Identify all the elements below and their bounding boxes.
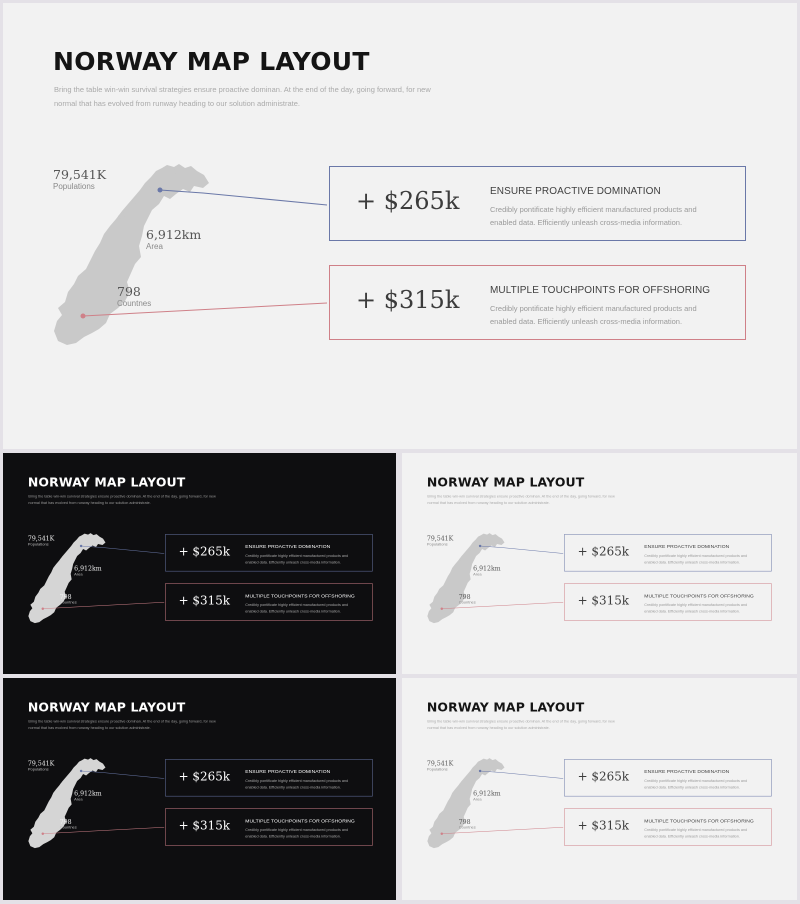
stat-area <box>473 790 500 802</box>
slide-thumbnail-dark-2[interactable] <box>3 678 396 900</box>
slide-subtitle: Bring the table win-win survival strategies ensure proactive dominan. At the end of the day, going forward, for new normal that has evolved from runway heading to our solution administrate. <box>427 718 615 731</box>
card-heading: MULTIPLE TOUCHPOINTS FOR OFFSHORING <box>644 818 754 824</box>
card-amount: + $315k <box>577 593 630 608</box>
stat-countries <box>117 285 151 309</box>
stat-value: 798 <box>59 817 72 826</box>
stat-label: Populations <box>53 182 95 191</box>
stat-area <box>74 565 101 577</box>
stat-populations <box>427 535 453 547</box>
card-proactive-domination <box>329 166 746 241</box>
slide-subtitle: Bring the table win-win survival strategies ensure proactive dominan. At the end of the day, going forward, for new normal that has evolved from runway heading to our solution administrate. <box>427 493 615 506</box>
card-text: Credibly pontificate highly efficient manufactured products and enabled data. Efficiently unleash cross-media information. <box>245 778 349 790</box>
card-amount: + $265k <box>577 544 630 559</box>
card-touchpoints-offshoring <box>564 583 771 620</box>
slide-title: NORWAY MAP LAYOUT <box>53 47 370 76</box>
card-heading: ENSURE PROACTIVE DOMINATION <box>490 186 661 197</box>
card-amount: + $265k <box>356 187 460 215</box>
slide-title: NORWAY MAP LAYOUT <box>426 474 585 490</box>
stat-value: 6,912km <box>74 789 102 797</box>
stat-populations <box>28 760 54 772</box>
slide-thumbnail-light-1[interactable] <box>402 453 797 674</box>
stat-label: Countnes <box>458 825 476 830</box>
slide-preview-main[interactable] <box>3 3 797 449</box>
stat-label: Populations <box>426 542 448 547</box>
slide-thumbnail-light-2[interactable] <box>402 678 797 900</box>
stat-label: Countnes <box>117 299 152 308</box>
card-text: Credibly pontificate highly efficient manufactured products and enabled data. Efficiently unleash cross-media information. <box>644 602 748 614</box>
card-amount: + $265k <box>178 769 231 784</box>
stat-label: Area <box>473 571 482 577</box>
stat-area <box>473 565 500 577</box>
stat-value: 6,912km <box>473 789 501 797</box>
card-amount: + $315k <box>178 593 231 608</box>
stat-label: Countnes <box>458 600 476 605</box>
card-text: Credibly pontificate highly efficient manufactured products and enabled data. Efficiently unleash cross-media information. <box>644 778 748 790</box>
card-amount: + $315k <box>577 818 630 833</box>
card-proactive-domination <box>564 534 771 571</box>
slide-title: NORWAY MAP LAYOUT <box>27 474 186 490</box>
card-touchpoints-offshoring <box>165 808 372 845</box>
slide-title: NORWAY MAP LAYOUT <box>27 699 186 715</box>
card-text: Credibly pontificate highly efficient manufactured products and enabled data. Efficiently unleash cross-media information. <box>644 553 748 565</box>
stat-countries <box>459 593 476 605</box>
stat-label: Countnes <box>59 825 77 830</box>
card-heading: ENSURE PROACTIVE DOMINATION <box>245 544 331 550</box>
card-proactive-domination <box>564 759 771 796</box>
card-text: Credibly pontificate highly efficient manufactured products and enabled data. Efficiently unleash cross-media information. <box>245 602 349 614</box>
stat-value: 798 <box>458 817 471 826</box>
stat-label: Populations <box>426 767 448 772</box>
stat-value: 79,541K <box>27 759 55 768</box>
stat-value: 6,912km <box>146 227 202 242</box>
card-proactive-domination <box>165 534 372 571</box>
stat-value: 79,541K <box>53 167 107 182</box>
stat-label: Area <box>473 796 482 802</box>
stat-value: 79,541K <box>27 534 55 543</box>
card-heading: ENSURE PROACTIVE DOMINATION <box>245 769 331 775</box>
stat-label: Area <box>74 571 83 577</box>
stat-label: Populations <box>27 542 49 547</box>
slide-subtitle: Bring the table win-win survival strategies ensure proactive dominan. At the end of the day, going forward, for new normal that has evolved from runway heading to our solution administrate. <box>54 85 431 108</box>
card-heading: MULTIPLE TOUCHPOINTS FOR OFFSHORING <box>245 818 355 824</box>
card-touchpoints-offshoring <box>165 583 372 620</box>
stat-populations <box>427 760 453 772</box>
slide-subtitle: Bring the table win-win survival strategies ensure proactive dominan. At the end of the day, going forward, for new normal that has evolved from runway heading to our solution administrate. <box>28 718 216 731</box>
stat-label: Area <box>146 242 163 251</box>
card-text: Credibly pontificate highly efficient manufactured products and enabled data. Efficiently unleash cross-media information. <box>490 304 697 326</box>
slide-thumbnail-dark-1[interactable] <box>3 453 396 674</box>
card-heading: MULTIPLE TOUCHPOINTS FOR OFFSHORING <box>490 285 711 296</box>
stat-populations <box>28 535 54 547</box>
card-touchpoints-offshoring <box>564 808 771 845</box>
stat-value: 79,541K <box>426 534 454 543</box>
card-heading: ENSURE PROACTIVE DOMINATION <box>644 544 730 550</box>
stat-value: 798 <box>59 592 72 601</box>
stat-countries <box>60 593 77 605</box>
stat-populations <box>53 168 106 192</box>
card-amount: + $265k <box>577 769 630 784</box>
stat-label: Countnes <box>59 600 77 605</box>
stat-value: 6,912km <box>473 564 501 572</box>
card-text: Credibly pontificate highly efficient manufactured products and enabled data. Efficiently unleash cross-media information. <box>245 553 349 565</box>
stat-value: 6,912km <box>74 564 102 572</box>
card-amount: + $265k <box>178 544 231 559</box>
card-heading: ENSURE PROACTIVE DOMINATION <box>644 769 730 775</box>
stat-value: 798 <box>117 284 141 299</box>
stat-countries <box>60 818 77 830</box>
card-heading: MULTIPLE TOUCHPOINTS FOR OFFSHORING <box>644 593 754 599</box>
stat-countries <box>459 818 476 830</box>
card-text: Credibly pontificate highly efficient manufactured products and enabled data. Efficiently unleash cross-media information. <box>490 205 697 227</box>
stat-label: Area <box>74 796 83 802</box>
stat-area <box>146 228 201 252</box>
card-touchpoints-offshoring <box>329 265 746 340</box>
card-amount: + $315k <box>178 818 231 833</box>
card-proactive-domination <box>165 759 372 796</box>
stat-label: Populations <box>27 767 49 772</box>
card-amount: + $315k <box>356 286 460 314</box>
stat-value: 79,541K <box>426 759 454 768</box>
card-text: Credibly pontificate highly efficient manufactured products and enabled data. Efficiently unleash cross-media information. <box>245 827 349 839</box>
slide-subtitle: Bring the table win-win survival strategies ensure proactive dominan. At the end of the day, going forward, for new normal that has evolved from runway heading to our solution administrate. <box>28 493 216 506</box>
card-text: Credibly pontificate highly efficient manufactured products and enabled data. Efficiently unleash cross-media information. <box>644 827 748 839</box>
stat-value: 798 <box>458 592 471 601</box>
slide-title: NORWAY MAP LAYOUT <box>426 699 585 715</box>
stat-area <box>74 790 101 802</box>
card-heading: MULTIPLE TOUCHPOINTS FOR OFFSHORING <box>245 593 355 599</box>
